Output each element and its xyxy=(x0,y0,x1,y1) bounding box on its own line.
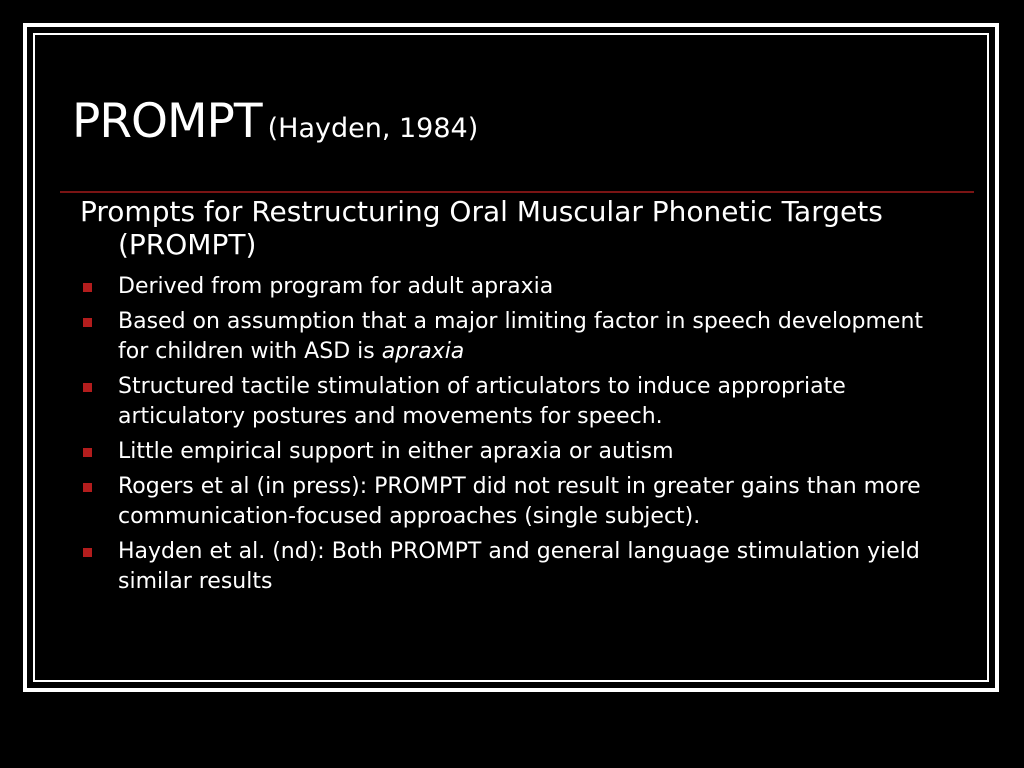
bullet-item xyxy=(80,472,960,532)
bullet-text: Structured tactile stimulation of articulators to induce appropriate articulatory postures and movements for speech. xyxy=(118,374,846,429)
bullet-item xyxy=(80,272,960,302)
square-bullet-icon xyxy=(83,318,92,327)
bullet-text: Based on assumption that a major limiting factor in speech development for children with ASD is xyxy=(118,309,924,364)
square-bullet-icon xyxy=(83,383,92,392)
title-citation: (Hayden, 1984) xyxy=(267,113,479,144)
square-bullet-icon xyxy=(83,283,92,292)
intro-text: Prompts for Restructuring Oral Muscular Phonetic Targets (PROMPT) xyxy=(80,195,883,261)
bullet-text: Rogers et al (in press): PROMPT did not result in greater gains than more communication-focused approaches (single subject). xyxy=(118,474,921,529)
slide-title xyxy=(72,94,479,149)
bullet-emphasis: apraxia xyxy=(381,339,465,364)
bullet-item xyxy=(80,537,960,597)
title-divider xyxy=(60,191,974,193)
bullet-text: Hayden et al. (nd): Both PROMPT and general language stimulation yield similar results xyxy=(118,539,920,594)
bullet-text: Derived from program for adult apraxia xyxy=(118,274,554,299)
square-bullet-icon xyxy=(83,448,92,457)
bullet-item xyxy=(80,307,960,367)
bullet-text: Little empirical support in either apraxia or autism xyxy=(118,439,674,464)
bullet-item xyxy=(80,437,960,467)
square-bullet-icon xyxy=(83,548,92,557)
bullet-list xyxy=(80,272,960,602)
bullet-item xyxy=(80,372,960,432)
square-bullet-icon xyxy=(83,483,92,492)
title-main: PROMPT xyxy=(72,94,262,149)
